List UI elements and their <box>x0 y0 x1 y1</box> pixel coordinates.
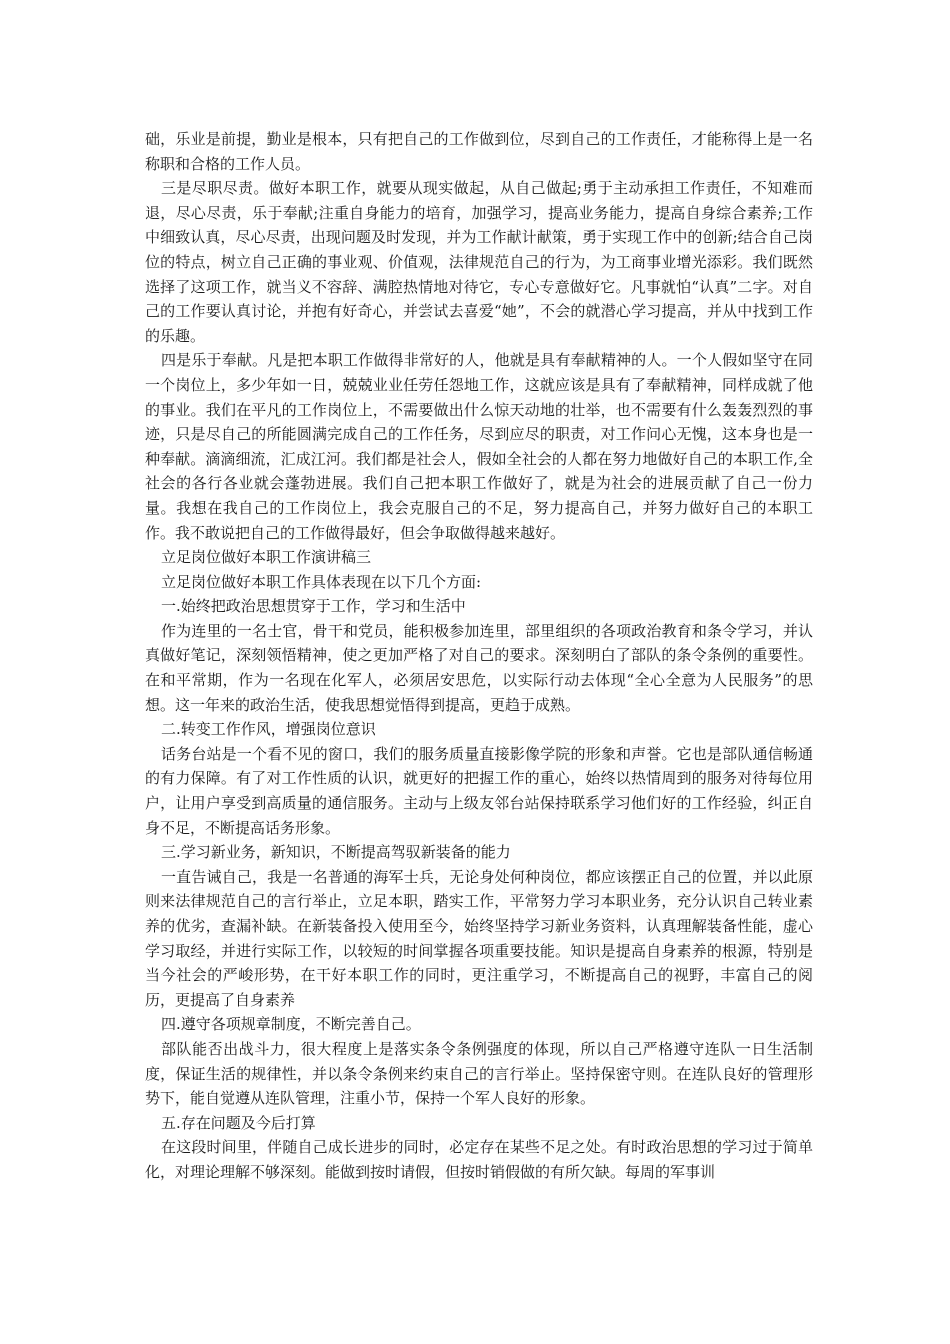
intro-line: 立足岗位做好本职工作具体表现在以下几个方面: <box>161 572 482 591</box>
heading-1: 一.始终把政治思想贯穿于工作，学习和生活中 <box>161 597 466 616</box>
paragraph-heading-2-body: 话务台站是一个看不见的窗口，我们的服务质量直接影像学院的形象和声誉。它也是部队通信畅通的有力保障。有了对工作性质的认识，就更好的把握工作的重心，始终以热情周到的服务对待每位用户，让用户享受到高质量的通信服务。主动与上级友邻台站保持联系学习他们好的工作经验，纠正自身不足，不断提高话务形象。 <box>145 744 813 837</box>
paragraph-heading-4-body: 部队能否出战斗力，很大程度上是落实条令条例强度的体现，所以自己严格遵守连队一日生活制度，保证生活的规律性，并以条令条例来约束自己的言行举止。坚持保密守则。在连队良好的管理形势下，能自觉遵从连队管理，注重小节，保持一个军人良好的形象。 <box>145 1039 813 1108</box>
paragraph-1: 础，乐业是前提，勤业是根本，只有把自己的工作做到位，尽到自己的工作责任，才能称得上是一名称职和合格的工作人员。 <box>145 130 813 173</box>
paragraph-heading-5-body: 在这段时间里，伴随自己成长进步的同时，必定存在某些不足之处。有时政治思想的学习过于简单化，对理论理解不够深刻。能做到按时请假，但按时销假做的有所欠缺。每周的军事训 <box>145 1138 813 1181</box>
heading-2: 二.转变工作作风，增强岗位意识 <box>161 720 376 739</box>
heading-3: 三.学习新业务，新知识，不断提高驾驭新装备的能力 <box>161 843 511 862</box>
document-page <box>145 127 813 1185</box>
paragraph-3: 四是乐于奉献。凡是把本职工作做得非常好的人，他就是具有奉献精神的人。一个人假如坚守在同一个岗位上，多少年如一日，兢兢业业任劳任怨地工作，这就应该是具有了奉献精神，同样成就了他的事业。我们在平凡的工作岗位上，不需要做出什么惊天动地的壮举，也不需要有什么轰轰烈烈的事迹，只是尽自己的所能圆满完成自己的工作任务，尽到应尽的职责，对工作问心无愧，这本身也是一种奉献。滴滴细流，汇成江河。我们都是社会人，假如全社会的人都在努力地做好自己的本职工作,全社会的各行各业就会蓬勃进展。我们自己把本职工作做好了，就是为社会的进展贡献了自己一份力量。我想在我自己的工作岗位上，我会克服自己的不足，努力提高自己，并努力做好自己的本职工作。我不敢说把自己的工作做得最好，但会争取做得越来越好。 <box>145 351 813 542</box>
paragraph-heading-1-body: 作为连里的一名士官，骨干和党员，能积极参加连里，部里组织的各项政治教育和条令学习，并认真做好笔记，深刻领悟精神，使之更加严格了对自己的要求。深刻明白了部队的条令条例的重要性。在和平常期，作为一名现在化军人，必须居安思危，以实际行动去体现“全心全意为人民服务”的思想。这一年来的政治生活，使我思想觉悟得到提高，更趋于成熟。 <box>145 621 813 714</box>
heading-4: 四.遵守各项规章制度，不断完善自己。 <box>161 1015 421 1034</box>
section-title-speech-3: 立足岗位做好本职工作演讲稿三 <box>161 548 372 567</box>
paragraph-heading-3-body: 一直告诫自己，我是一名普通的海军士兵，无论身处何种岗位，都应该摆正自己的位置，并以此原则来法律规范自己的言行举止，立足本职，踏实工作，平常努力学习本职业务，充分认识自己转业素养的优劣，查漏补缺。在新装备投入使用至今，始终坚持学习新业务资料，认真理解装备性能，虚心学习取经，并进行实际工作，以较短的时间掌握各项重要技能。知识是提高自身素养的根源，特别是当今社会的严峻形势，在干好本职工作的同时，更注重学习，不断提高自己的视野，丰富自己的阅历，更提高了自身素养 <box>145 867 813 1009</box>
heading-5: 五.存在问题及今后打算 <box>161 1113 316 1132</box>
paragraph-2: 三是尽职尽责。做好本职工作，就要从现实做起，从自己做起;勇于主动承担工作责任，不知难而退，尽心尽责，乐于奉献;注重自身能力的培育，加强学习，提高业务能力，提高自身综合素养;工作中细致认真，尽心尽责，出现问题及时发现，并为工作献计献策，勇于实现工作中的创新;结合自己岗位的特点，树立自己正确的事业观、价值观，法律规范自己的行为，为工商事业增光添彩。我们既然选择了这项工作，就当义不容辞、满腔热情地对待它，专心专意做好它。凡事就怕“认真”二字。对自己的工作要认真讨论，并抱有好奇心，并尝试去喜爱“她”，不会的就潜心学习提高，并从中找到工作的乐趣。 <box>145 179 813 345</box>
